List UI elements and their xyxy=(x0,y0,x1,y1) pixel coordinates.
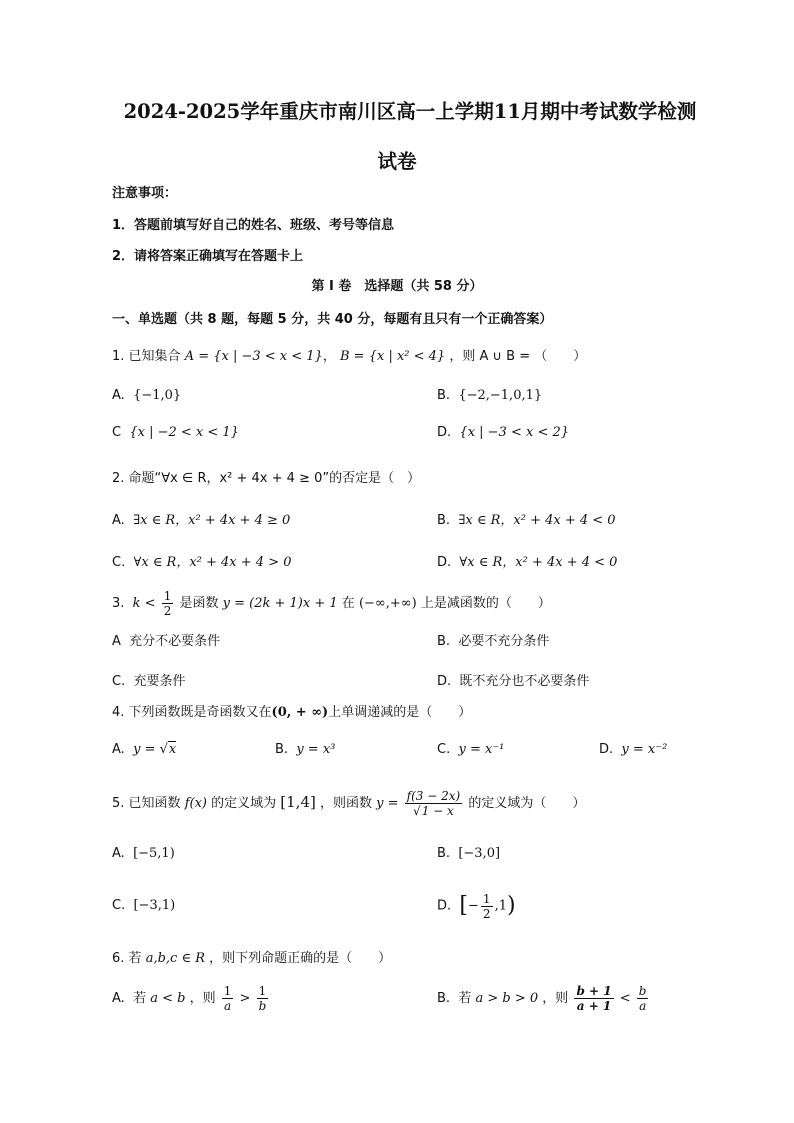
option-text: ∀x ∈ R，x² + 4x + 4 < 0 xyxy=(459,555,618,570)
q2-option-b xyxy=(437,512,616,530)
option-label: C. xyxy=(112,674,126,689)
q5-option-a xyxy=(112,845,175,863)
option-label: A. xyxy=(112,513,125,528)
q1-option-d xyxy=(437,424,569,442)
minus-sign: − xyxy=(468,898,479,914)
option-text: 既不充分也不必要条件 xyxy=(459,674,590,689)
q6-a-right-fraction xyxy=(257,984,269,1013)
option-label: C xyxy=(112,425,122,440)
q4-text: 上单调递减的是（ ） xyxy=(328,705,472,720)
q3-option-b xyxy=(437,633,549,651)
q2-option-d xyxy=(437,554,617,572)
q5-text: 的定义域为（ ） xyxy=(468,796,586,811)
option-text: ，则 xyxy=(189,991,216,1006)
q1-option-b xyxy=(437,387,542,405)
option-condition: a > b > 0 xyxy=(475,991,539,1006)
q4-option-d xyxy=(599,741,667,759)
q1-set-a: A = {x | −3 < x < 1} xyxy=(184,349,323,364)
option-label: D. xyxy=(437,898,452,914)
option-label: D. xyxy=(437,555,452,570)
bracket-open: [ xyxy=(459,893,469,918)
option-label: D. xyxy=(437,425,452,440)
q5-option-c xyxy=(112,897,175,915)
option-text: {−1,0} xyxy=(133,388,182,403)
q2-option-c xyxy=(112,554,292,572)
fraction-denominator: b xyxy=(258,999,267,1013)
option-text: ∃x ∈ R，x² + 4x + 4 ≥ 0 xyxy=(133,513,291,528)
q3-option-a xyxy=(112,633,220,651)
q1-set-b: B = {x | x² < 4} xyxy=(340,349,446,364)
option-text: y = xyxy=(133,742,160,757)
q5-y-equals: y = xyxy=(376,796,399,811)
sqrt-radicand: x xyxy=(168,742,177,757)
option-text: ∃x ∈ R，x² + 4x + 4 < 0 xyxy=(458,513,616,528)
option-label: B. xyxy=(437,634,451,649)
q3-interval: (−∞,+∞) xyxy=(358,596,417,611)
question-number: 3. xyxy=(112,596,125,611)
option-text: [−5,1) xyxy=(133,846,175,861)
q3-option-c xyxy=(112,673,186,691)
part-title: 一、单选题（共 8 题，每题 5 分，共 40 分，每题有且只有一个正确答案） xyxy=(112,312,553,327)
page-title: 2024-2025学年重庆市南川区高一上学期11月期中考试数学检测 xyxy=(123,100,697,123)
q4-option-a: A. y = √x xyxy=(112,742,177,757)
fraction-denominator: 2 xyxy=(163,604,172,618)
fraction-numerator: 1 xyxy=(258,984,267,998)
fraction-numerator: b xyxy=(638,984,647,998)
fraction-denominator: a xyxy=(223,999,232,1013)
option-text: y = x⁻¹ xyxy=(458,742,505,757)
q1-suffix: ，则 A ∪ B = （ ） xyxy=(449,349,587,364)
fraction-denominator: 2 xyxy=(482,906,491,921)
question-6-stem xyxy=(112,950,391,968)
fraction-denominator: a xyxy=(639,999,647,1013)
option-text: 充要条件 xyxy=(133,674,186,689)
q5-text: 的定义域为 xyxy=(211,796,277,811)
comparison-sign: > xyxy=(239,991,251,1006)
fraction-numerator: b + 1 xyxy=(576,984,612,998)
option-text: 必要不充分条件 xyxy=(458,634,550,649)
option-label: A. xyxy=(112,991,125,1006)
option-text: [−3,1) xyxy=(133,898,176,913)
q6-option-a xyxy=(112,980,270,1018)
q5-d-fraction xyxy=(481,892,493,921)
fraction-numerator: 1 xyxy=(163,589,172,603)
sqrt-sign: √ xyxy=(413,804,421,818)
option-label: C. xyxy=(437,742,451,757)
option-text: y = x³ xyxy=(296,742,336,757)
q6-b-right-fraction xyxy=(637,984,649,1013)
option-label: A. xyxy=(112,742,125,757)
q5-function: f(x) xyxy=(184,796,207,811)
option-label: A. xyxy=(112,846,125,861)
option-text: 若 xyxy=(458,991,472,1006)
option-text: 充分不必要条件 xyxy=(129,634,221,649)
question-3-stem xyxy=(112,587,551,621)
q4-text: 4. 下列函数既是奇函数又在 xyxy=(112,705,272,720)
q3-text: 上是减函数的（ ） xyxy=(420,596,551,611)
q6-text: ，则下列命题正确的是（ ） xyxy=(209,951,392,966)
q5-text: 5. 已知函数 xyxy=(112,796,181,811)
option-text: ，则 xyxy=(542,991,569,1006)
question-5-stem xyxy=(112,780,585,826)
q5-domain: [1,4] xyxy=(280,793,316,811)
q6-text: 6. 若 xyxy=(112,951,142,966)
option-label: C. xyxy=(112,898,126,913)
fraction-numerator: 1 xyxy=(482,891,491,906)
option-text: {x | −3 < x < 2} xyxy=(459,425,570,440)
option-label: B. xyxy=(437,991,451,1006)
q3-function: y = (2k + 1)x + 1 xyxy=(222,596,338,611)
option-text: {x | −2 < x < 1} xyxy=(129,425,239,440)
sqrt-radicand: 1 − x xyxy=(421,804,454,818)
q3-option-d xyxy=(437,673,589,691)
option-text: 若 xyxy=(133,991,147,1006)
comparison-sign: < xyxy=(619,991,631,1006)
q3-condition: k < xyxy=(132,596,156,611)
q4-option-c xyxy=(437,741,504,759)
notice-item-2: 2．请将答案正确填写在答题卡上 xyxy=(112,249,304,264)
option-label: A. xyxy=(112,388,125,403)
q1-option-c xyxy=(112,424,239,442)
option-label: B. xyxy=(437,388,451,403)
q3-text: 是函数 xyxy=(179,596,219,611)
option-text: ∀x ∈ R，x² + 4x + 4 > 0 xyxy=(133,555,292,570)
q6-option-b xyxy=(437,980,650,1018)
option-condition: a < b xyxy=(150,991,186,1006)
question-4-stem xyxy=(112,704,471,722)
q4-interval: (0, + ∞) xyxy=(271,705,329,720)
q5-option-d xyxy=(437,886,516,927)
option-text: [−3,0] xyxy=(458,846,501,861)
q6-variables: a,b,c ∈ R xyxy=(145,951,205,966)
q5-text: ，则函数 xyxy=(319,796,372,811)
q4-option-b xyxy=(275,741,335,759)
notice-heading: 注意事项： xyxy=(112,186,178,201)
fraction-numerator: f(3 − 2x) xyxy=(406,789,461,803)
option-text: {−2,−1,0,1} xyxy=(458,388,543,403)
q3-text: 在 xyxy=(341,596,355,611)
option-label: D. xyxy=(599,742,614,757)
option-label: B. xyxy=(275,742,289,757)
option-text: y = x⁻² xyxy=(621,742,668,757)
fraction-numerator: 1 xyxy=(223,984,232,998)
page-title-continued: 试卷 xyxy=(377,150,417,173)
option-text: ,1 xyxy=(494,898,507,914)
question-1-stem: 1. 已知集合 A = {x | −3 < x < 1}， B = {x | x² < 4} ，则 A ∪ B = （ ） xyxy=(112,349,587,364)
q6-b-left-fraction xyxy=(574,984,613,1013)
option-label: C. xyxy=(112,555,126,570)
q2-option-a xyxy=(112,512,290,530)
q1-prefix: 1. 已知集合 xyxy=(112,349,181,364)
section-title: 第 I 卷 选择题（共 58 分） xyxy=(311,279,483,294)
bracket-close: ) xyxy=(506,893,516,918)
q5-fraction xyxy=(405,789,463,818)
option-label: D. xyxy=(437,674,452,689)
option-label: B. xyxy=(437,513,451,528)
q3-fraction xyxy=(162,589,174,618)
question-2-stem: 2. 命题“∀x ∈ R，x² + 4x + 4 ≥ 0”的否定是（ ） xyxy=(112,471,421,486)
q5-option-b xyxy=(437,845,500,863)
option-label: B. xyxy=(437,846,451,861)
q6-a-left-fraction xyxy=(222,984,234,1013)
notice-item-1: 1．答题前填写好自己的姓名、班级、考号等信息 xyxy=(112,218,395,233)
option-label: A xyxy=(112,634,121,649)
q1-option-a xyxy=(112,387,181,405)
fraction-denominator: a + 1 xyxy=(576,999,612,1013)
